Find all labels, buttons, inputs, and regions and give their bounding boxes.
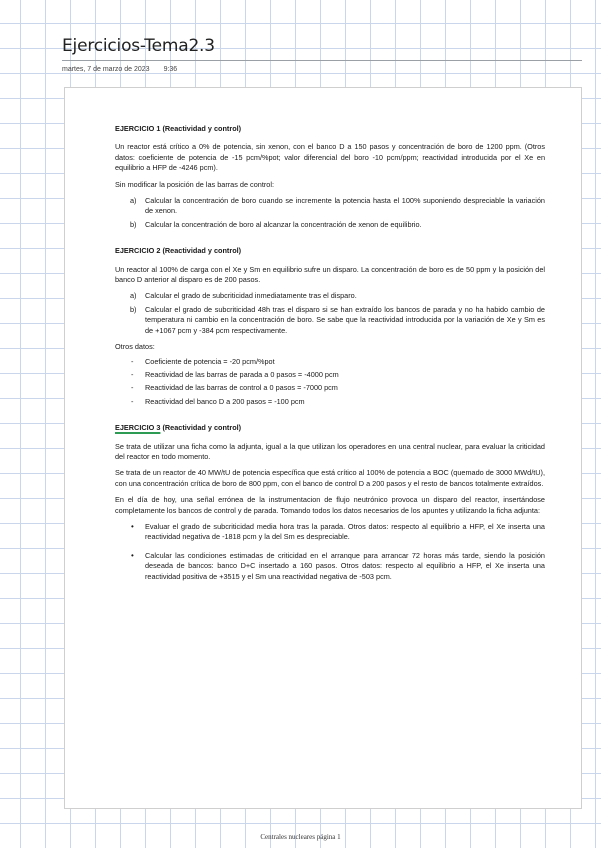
list-marker: b)	[130, 219, 137, 229]
exercise-2-questions	[115, 291, 545, 336]
exercise-3-reactor-description: Se trata de un reactor de 40 MW/tU de potencia específica que está crítico al 100% de potencia a BOC (quemado de 3000 MWd/tU), con una concentración crítica de boro de 800 ppm, con el banco de control D a 200 pasos y el resto de bancos totalmente extraídos.	[115, 468, 545, 488]
exercise-3-title	[115, 423, 545, 433]
list-item-text: Coeficiente de potencia = -20 pcm/%pot	[145, 356, 275, 366]
list-marker: a)	[130, 291, 137, 301]
exercise-3-title-rest: (Reactividad y control)	[160, 423, 242, 433]
exercise-1-questions	[115, 196, 545, 230]
exercise-1-condition: Sin modificar la posición de las barras de control:	[115, 179, 274, 189]
title-divider	[62, 60, 582, 61]
page-footer: Centrales nucleares página 1	[260, 833, 341, 841]
page-datetime	[62, 66, 177, 73]
list-item-text: Calcular el grado de subcriticidad 48h tras el disparo si se han extraído los bancos de parada y no ha habido cambio de temperatura ni cambio en la concentración de boro. Se sabe que la reactividad introducida por la variación de Xe y Sm es de +1067 pcm y -384 pcm respectivamente.	[145, 304, 545, 335]
bullet-marker: •	[131, 550, 134, 560]
list-item	[115, 551, 545, 582]
list-marker: b)	[130, 304, 137, 314]
page-header	[62, 36, 582, 73]
exercise-2-title: EJERCICIO 2 (Reactividad y control)	[115, 246, 242, 256]
exercise-1-statement: Un reactor está crítico a 0% de potencia, sin xenon, con el banco D a 150 pasos y concentración de boro de 1200 ppm. (Otros datos: coeficiente de potencia de -15 pcm/%pot; valor diferencial del boro -10 pcm/ppm; reactividad introducida por el Xe en equilibrio a HFP de -4246 pcm).	[115, 142, 545, 173]
list-item-text: Calcular la concentración de boro cuando se incremente la potencia hasta el 100% suponiendo despreciable la variación de xenon.	[145, 196, 545, 216]
list-marker: -	[131, 369, 134, 379]
list-item	[115, 220, 545, 230]
list-item-text: Reactividad de las barras de control a 0 pasos = -7000 pcm	[145, 383, 338, 393]
exercise-1-title: EJERCICIO 1 (Reactividad y control)	[115, 124, 242, 133]
exercise-2-statement: Un reactor al 100% de carga con el Xe y Sm en equilibrio sufre un disparo. La concentración de boro es de 50 ppm y la posición del banco D anterior al disparo es de 200 pasos.	[115, 264, 545, 285]
list-item	[115, 383, 545, 393]
list-item	[115, 370, 545, 380]
list-marker: -	[131, 383, 134, 393]
list-item	[115, 522, 545, 543]
exercise-3-questions	[115, 522, 545, 582]
printout-sheet[interactable]	[64, 87, 582, 809]
list-marker: -	[131, 396, 134, 406]
list-item-text: Calcular el grado de subcriticidad inmediatamente tras el disparo.	[145, 291, 357, 301]
exercise-3-label: EJERCICIO 3	[115, 423, 161, 433]
page-title[interactable]: Ejercicios-Tema2.3	[62, 36, 215, 56]
list-item	[115, 357, 545, 367]
page-date: martes, 7 de marzo de 2023	[62, 66, 150, 73]
exercise-2-data-list	[115, 357, 545, 408]
exercise-3-scenario: En el día de hoy, una señal errónea de la instrumentacion de flujo neutrónico provoca un disparo del reactor, insertándose completamente los bancos de control y de parada. Tomando todos los datos necesarios de los apuntes y utilizando la ficha adjunta:	[115, 495, 545, 515]
exercise-3-intro: Se trata de utilizar una ficha como la adjunta, igual a la que utilizan los operadores en una central nuclear, para evaluar la criticidad del reactor en todo momento.	[115, 441, 545, 461]
list-item-text: Evaluar el grado de subcriticidad media hora tras la parada. Otros datos: respecto al equilibrio a HFP, el Xe inserta una reactividad negativa de -1818 pcm y la del Sm es despreciable.	[145, 521, 545, 542]
list-item	[115, 291, 545, 301]
list-item-text: Calcular las condiciones estimadas de criticidad en el arranque para arrancar 72 horas más tarde, siendo la posición deseada de bancos: banco D+C insertado a 160 pasos. Otros datos: respecto al equilibrio a HFP, el Xe inserta una reactividad positiva de +3515 y el Sm una reactividad negativa de -503 pcm.	[145, 550, 545, 581]
list-item-text: Calcular la concentración de boro al alcanzar la concentración de xenon de equilibrio.	[145, 219, 422, 229]
list-marker: a)	[130, 196, 137, 206]
list-item-text: Reactividad del banco D a 200 pasos = -100 pcm	[145, 396, 305, 406]
document-content	[115, 124, 545, 590]
exercise-2-other-data-label: Otros datos:	[115, 342, 155, 352]
list-item	[115, 196, 545, 217]
bullet-marker: •	[131, 521, 134, 531]
list-item-text: Reactividad de las barras de parada a 0 pasos = -4000 pcm	[145, 369, 339, 379]
list-item	[115, 305, 545, 336]
page-time: 9:36	[163, 66, 178, 73]
list-marker: -	[131, 356, 134, 366]
list-item	[115, 397, 545, 407]
